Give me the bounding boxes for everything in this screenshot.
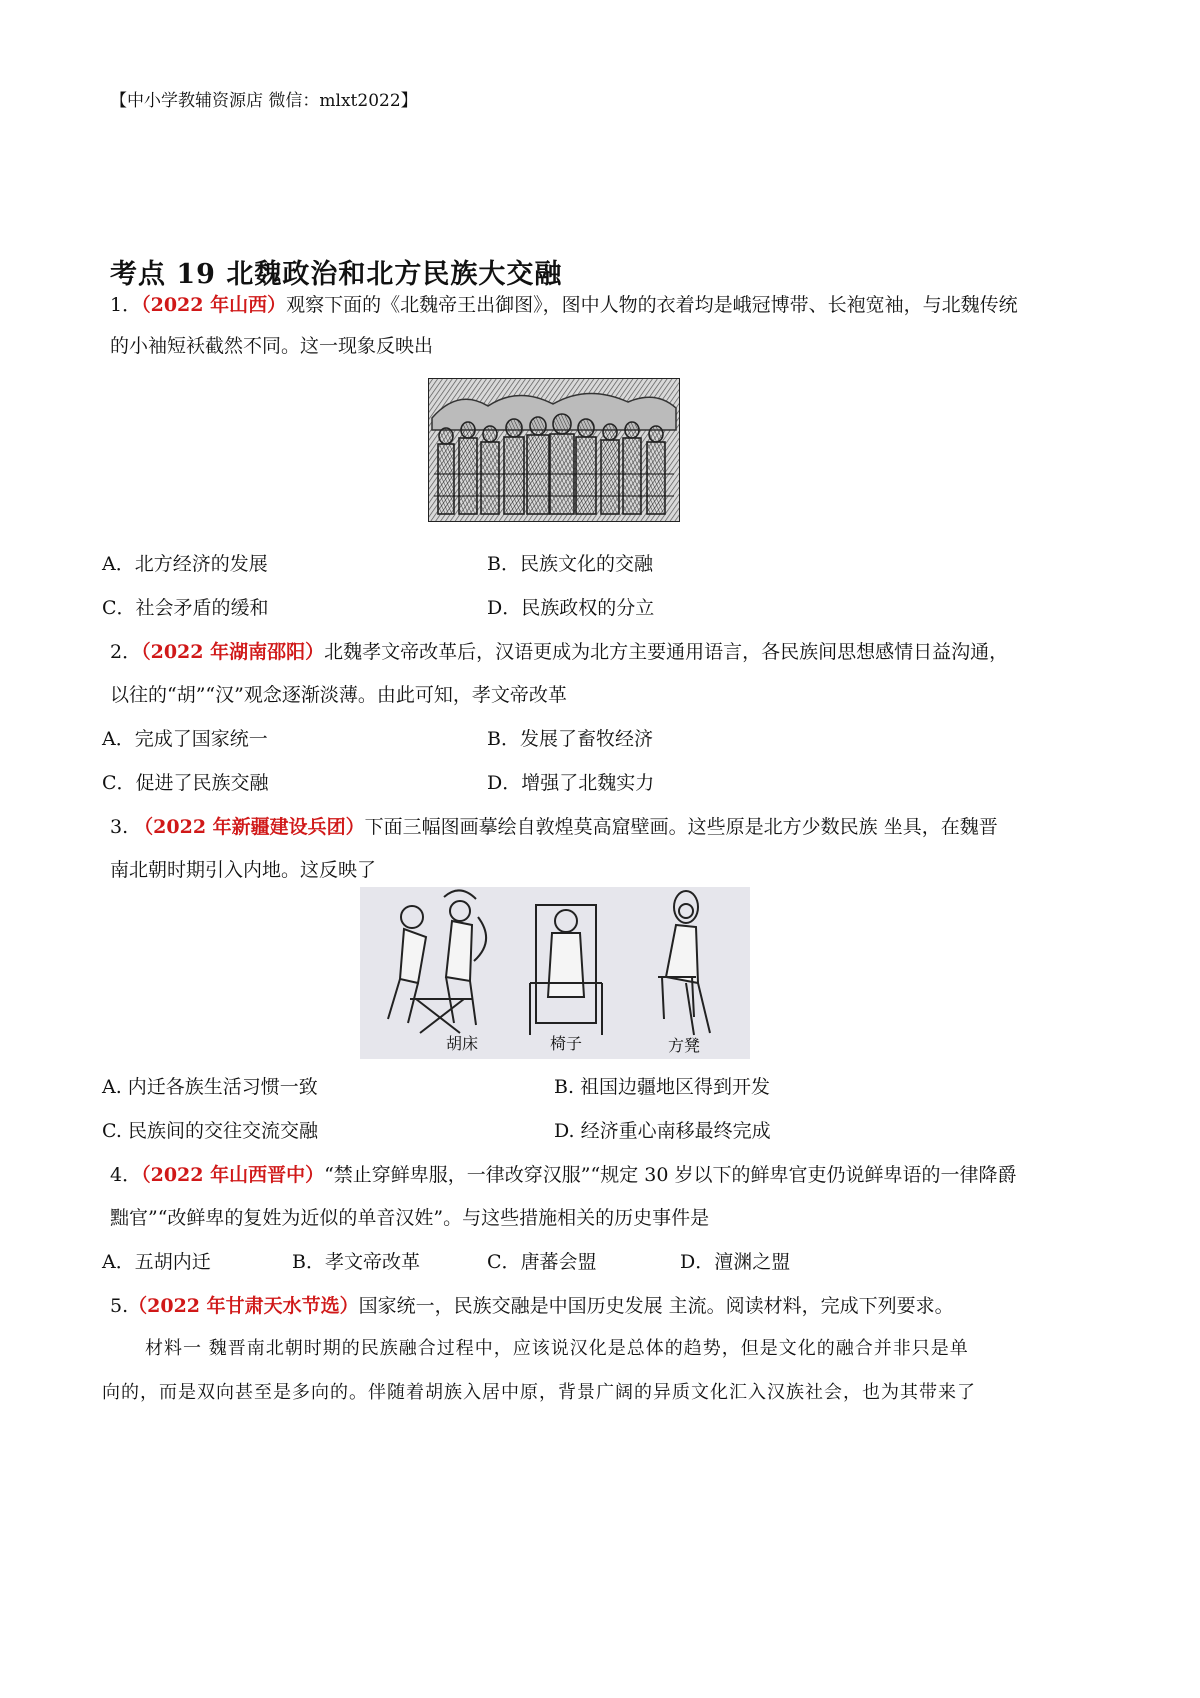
q1-option-c[interactable]: C．社会矛盾的缓和 <box>102 597 269 619</box>
q4-option-c[interactable]: C．唐蕃会盟 <box>487 1251 597 1273</box>
q3-option-b[interactable]: B. 祖国边疆地区得到开发 <box>554 1076 771 1098</box>
section-title: 考点 19 北魏政治和北方民族大交融 <box>110 259 563 290</box>
header-note: 【中小学教辅资源店 微信：mlxt2022】 <box>110 91 418 111</box>
q4-option-d[interactable]: D．澶渊之盟 <box>680 1251 791 1273</box>
q1-line1 <box>110 290 1018 317</box>
q3-line1 <box>110 812 998 839</box>
q4-source: （2022 年山西晋中） <box>141 1164 325 1186</box>
q2-option-a[interactable]: A．完成了国家统一 <box>102 728 268 750</box>
q1-number: 1． <box>110 294 142 316</box>
q3-option-a[interactable]: A. 内迁各族生活习惯一致 <box>102 1076 318 1098</box>
q5-text: 国家统一，民族交融是中国历史发展 主流。阅读材料，完成下列要求。 <box>358 1295 954 1317</box>
q2-option-b[interactable]: B．发展了畜牧经济 <box>487 728 653 750</box>
dunhuang-seating-illustrations <box>360 887 750 1059</box>
figure-label-hu-chuang: 胡床 <box>446 1034 479 1053</box>
q2-line1 <box>110 637 1008 664</box>
q2-number: 2． <box>110 641 142 663</box>
q5-material-line2: 向的，而是双向甚至是多向的。伴随着胡族入居中原，背景广阔的异质文化汇入汉族社会，也为其带来了 <box>102 1382 976 1403</box>
beiwei-emperor-procession-illustration <box>428 378 680 522</box>
q3-line2: 南北朝时期引入内地。这反映了 <box>110 859 377 881</box>
q1-line2: 的小袖短袄截然不同。这一现象反映出 <box>110 335 434 357</box>
q1-text: 观察下面的《北魏帝王出御图》，图中人物的衣着均是峨冠博带、长袍宽袖，与北魏传统 <box>286 294 1018 316</box>
q3-source: （2022 年新疆建设兵团） <box>134 816 365 838</box>
q5-material-line1: 材料一 魏晋南北朝时期的民族融合过程中，应该说汉化是总体的趋势，但是文化的融合并非只是单 <box>145 1338 969 1359</box>
q4-option-b[interactable]: B．孝文帝改革 <box>292 1251 420 1273</box>
q2-option-d[interactable]: D．增强了北魏实力 <box>487 772 655 794</box>
q2-option-c[interactable]: C．促进了民族交融 <box>102 772 269 794</box>
q2-line2: 以往的“胡”“汉”观念逐渐淡薄。由此可知，孝文帝改革 <box>110 684 567 706</box>
q5-source: （2022 年甘肃天水节选） <box>128 1295 359 1317</box>
q3-option-c[interactable]: C. 民族间的交往交流交融 <box>102 1120 318 1142</box>
q2-text: 北魏孝文帝改革后，汉语更成为北方主要通用语言，各民族间思想感情日益沟通， <box>324 641 1009 663</box>
q4-option-a[interactable]: A．五胡内迁 <box>102 1251 211 1273</box>
q5-line1 <box>110 1291 954 1318</box>
q2-source: （2022 年湖南邵阳） <box>141 641 325 663</box>
q1-option-b[interactable]: B．民族文化的交融 <box>487 553 653 575</box>
q4-text: “禁止穿鲜卑服，一律改穿汉服”“规定 30 岁以下的鲜卑官吏仍说鲜卑语的一律降爵 <box>324 1164 1017 1186</box>
q1-option-d[interactable]: D．民族政权的分立 <box>487 597 655 619</box>
q1-option-a[interactable]: A．北方经济的发展 <box>102 553 268 575</box>
figure-label-chair: 椅子 <box>550 1034 583 1053</box>
q4-line2: 黜官”“改鲜卑的复姓为近似的单音汉姓”。与这些措施相关的历史事件是 <box>110 1207 710 1229</box>
q1-source: （2022 年山西） <box>141 294 287 316</box>
q3-text: 下面三幅图画摹绘自敦煌莫高窟壁画。这些原是北方少数民族 坐具，在魏晋 <box>364 816 998 838</box>
q5-number: 5. <box>110 1295 129 1317</box>
q4-line1 <box>110 1160 1017 1187</box>
figure-label-fang-deng: 方凳 <box>668 1036 701 1055</box>
q3-number: 3. <box>110 816 135 838</box>
q4-number: 4． <box>110 1164 142 1186</box>
q3-option-d[interactable]: D. 经济重心南移最终完成 <box>554 1120 771 1142</box>
